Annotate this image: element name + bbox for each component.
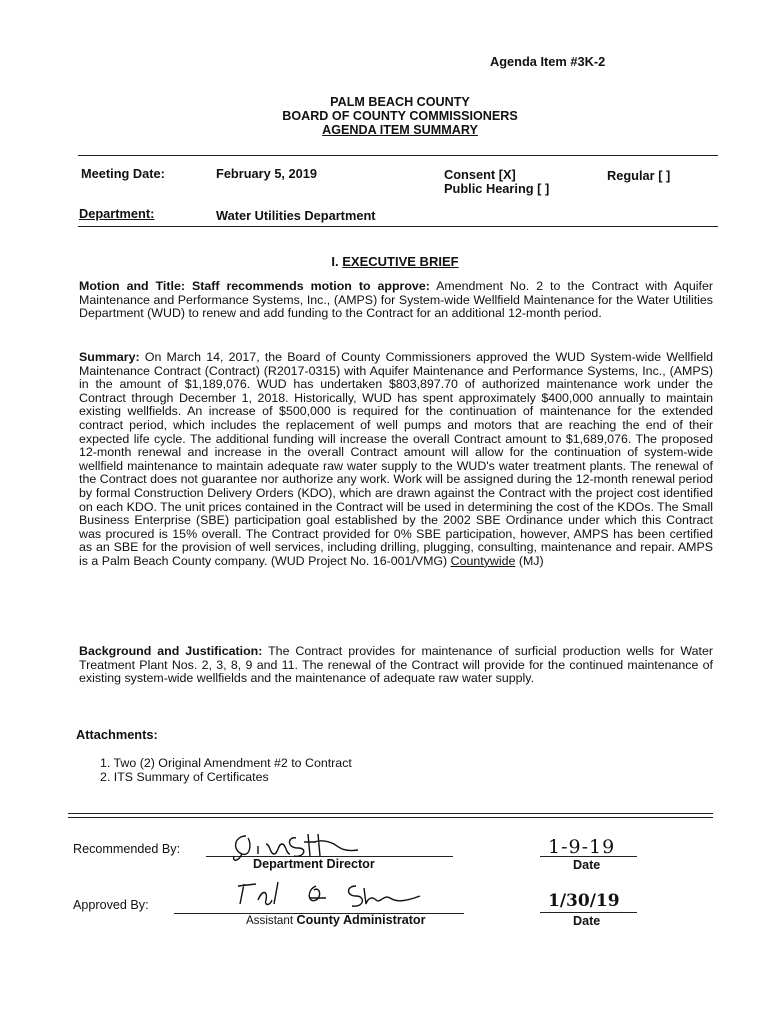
consent-indicator: Consent [X] [444,167,516,182]
attachment-item: 1. Two (2) Original Amendment #2 to Contract [100,756,352,770]
summary-countywide: Countywide [450,553,516,568]
divider-department [78,226,718,227]
section-title [0,254,770,269]
recommended-date-handwritten: 1-9-19 [548,836,616,858]
header-line-2: BOARD OF COUNTY COMMISSIONERS [282,109,518,123]
section-title-text: I. EXECUTIVE BRIEF [331,254,459,269]
motion-paragraph [79,280,713,321]
agenda-item-number [490,54,605,69]
approved-title-text: County Administrator [293,913,426,927]
background-text: The Contract provides for maintenance of surficial production wells for Water Treatment Plant Nos. 2, 3, 8, 9 and 11. The renewal of the Contract will provide for the continued maintenance of existing system-wide wellfields and the maintenance of adequate raw water supply. [79,644,713,686]
administrator-signature [236,880,466,914]
motion-label: Motion and Title: Staff recommends motion to approve: [79,279,430,293]
public-hearing-indicator: Public Hearing [ ] [444,181,550,196]
regular-indicator: Regular [ ] [607,168,671,183]
department-value: Water Utilities Department [216,208,376,223]
divider-signatures-2 [68,817,713,818]
department-label: Department: [79,206,155,221]
approved-title-prefix: Assistant [246,914,294,927]
motion-text: Amendment No. 2 to the Contract with Aquifer Maintenance and Performance Systems, Inc., (AMPS) for System-wide Wellfield Maintenance for the Water Utilities Department (WUD) to renew and add funding to the Contract for an additional 12-month period. [79,279,713,321]
approved-date-label: Date [573,914,601,928]
department-director-title [237,857,375,871]
header-line-3: AGENDA ITEM SUMMARY [322,123,478,137]
summary-paragraph [79,351,713,569]
divider-signatures [68,813,713,814]
background-label: Background and Justification: [79,644,263,658]
attachment-item: 2. ITS Summary of Certificates [100,770,269,784]
summary-tail: (MJ) [515,553,544,568]
summary-text: On March 14, 2017, the Board of County Commissioners approved the WUD System-wide Wellfield Maintenance Contract (Contract) (R2017-0315) with Aquifer Maintenance and Performance Systems, Inc., (AMPS) in the amount of $1,189,076. WUD has undertaken $803,897.70 of authorized maintenance work under the Contract through December 1, 2018. Historically, WUD has spent approximately $400,000 annually to maintain existing wellfields. An increase of $500,000 is required for the continuation of maintenance for the extended contract period, which includes the replacement of well pumps and motors that are reaching the end of their expected life cycle. The additional funding will increase the overall Contract amount to $1,689,076. The proposed 12-month renewal and increase in the overall Contract amount will allow for the continuation of system-wide wellfield maintenance to maintain adequate raw water supply to the WUD's water treatment plants. The renewal of the Contract does not guarantee nor authorize any work. Work will be assigned during the 12-month renewal period by formal Construction Delivery Orders (KDO), which are drawn against the Contract with the project cost identified on each KDO. The unit prices contained in the Contract will be used in determining the cost of the KDOs. The Small Business Enterprise (SBE) participation goal established by the 2002 SBE Ordinance under which this Contract was procured is 15% overall. The Contract provided for 0% SBE participation, however, AMPS has been certified as an SBE for the provision of well services, including drilling, plugging, consulting, maintenance and repair. AMPS is a Palm Beach County company. (WUD Project No. 16-001/VMG) [79,350,713,568]
attachments-list [100,756,352,784]
approved-title [246,913,426,927]
summary-label: Summary: [79,350,140,364]
header-line-1: PALM BEACH COUNTY [330,95,470,109]
recommended-date-label: Date [573,858,601,872]
recommended-date-line [540,856,637,857]
approved-date-line [540,912,637,913]
agenda-item-text: Agenda Item #3K-2 [490,54,606,69]
divider-top [78,155,718,156]
approved-date-handwritten: 1/30/19 [548,891,620,911]
attachments-label: Attachments: [76,727,158,742]
background-paragraph [79,645,713,686]
recommended-by-label: Recommended By: [73,842,181,856]
recommended-title-text: Department Director [253,857,375,871]
meeting-date-label: Meeting Date: [81,166,165,181]
meeting-date-value: February 5, 2019 [216,166,318,181]
approved-by-label: Approved By: [73,898,149,912]
